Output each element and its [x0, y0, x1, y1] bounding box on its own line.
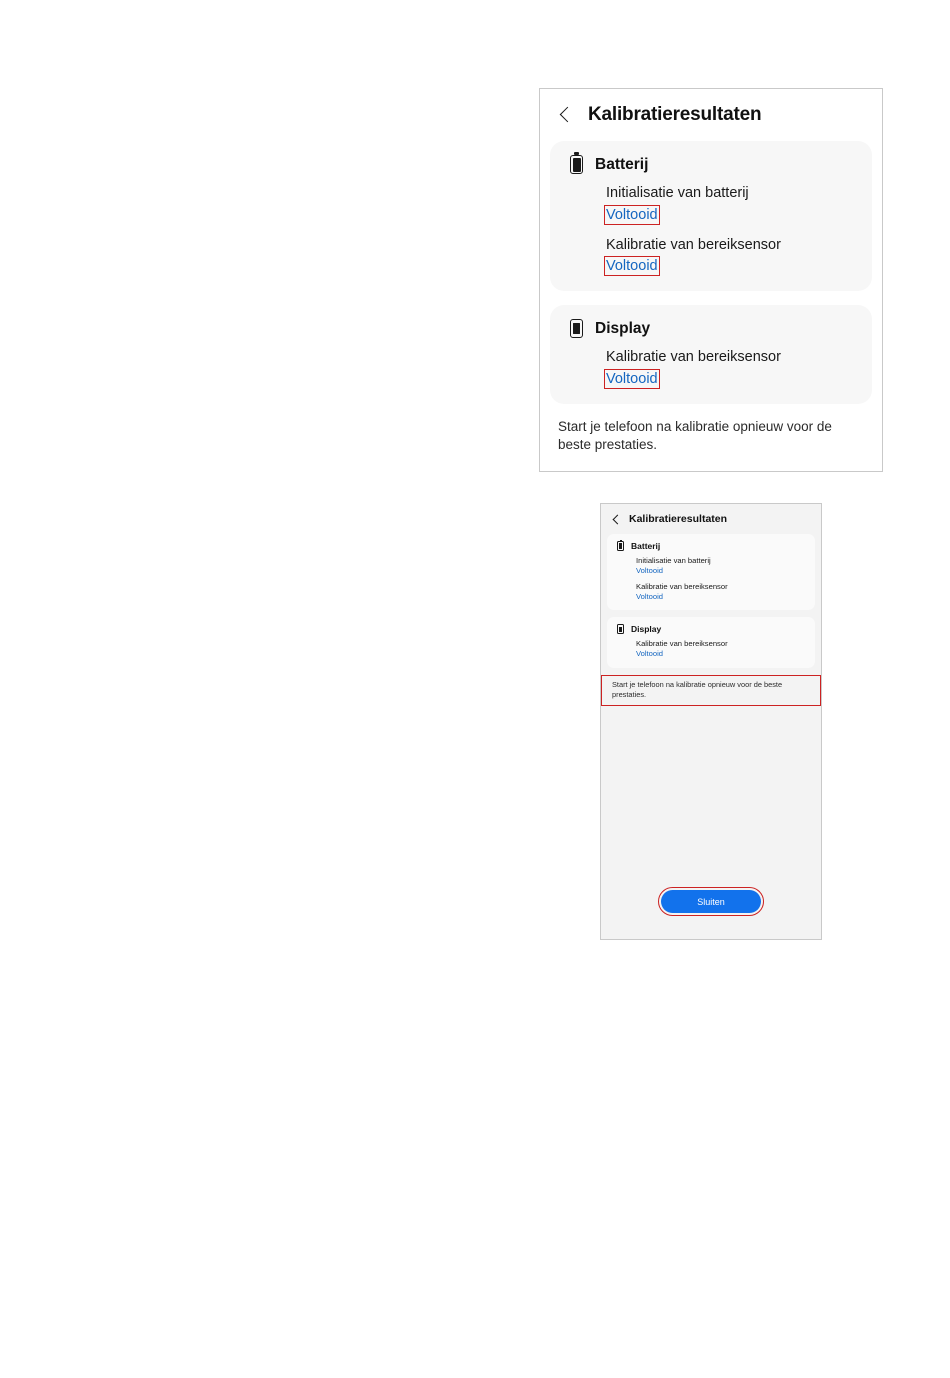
- item-label: Kalibratie van bereiksensor: [606, 349, 781, 366]
- status-badge: Voltooid: [606, 258, 658, 275]
- phone-body: [601, 534, 821, 706]
- restart-note: Start je telefoon na kalibratie opnieuw voor de beste prestaties.: [601, 675, 821, 706]
- phone-display-section-card: [607, 617, 815, 668]
- phone-display-item-range-sensor: [615, 639, 807, 659]
- back-chevron-icon[interactable]: [610, 513, 622, 525]
- item-label: Kalibratie van bereiksensor: [636, 639, 728, 649]
- battery-item-initialization: [566, 184, 856, 224]
- display-icon: [617, 624, 624, 634]
- status-badge: Voltooid: [636, 591, 664, 601]
- back-chevron-icon[interactable]: [556, 105, 576, 125]
- phone-battery-item-initialization: [615, 556, 807, 576]
- close-button[interactable]: Sluiten: [661, 890, 761, 913]
- battery-section-title: Batterij: [595, 155, 649, 173]
- restart-note: Start je telefoon na kalibratie opnieuw voor de beste prestaties.: [558, 418, 832, 452]
- phone-battery-section-title: Batterij: [631, 541, 661, 551]
- phone-screenshot: [600, 503, 822, 940]
- item-label: Kalibratie van bereiksensor: [606, 236, 781, 253]
- battery-section-header: [566, 155, 856, 174]
- battery-section-card: [550, 141, 872, 291]
- display-item-range-sensor: [566, 348, 856, 388]
- status-badge: Voltooid: [636, 649, 664, 659]
- phone-content: [601, 534, 821, 940]
- phone-header: [601, 504, 821, 534]
- detail-header: [540, 89, 882, 141]
- phone-footer: [601, 887, 821, 940]
- battery-icon: [570, 155, 583, 174]
- phone-display-section-header: [615, 624, 807, 634]
- item-label: Initialisatie van batterij: [606, 185, 749, 201]
- status-badge: Voltooid: [636, 565, 664, 575]
- phone-display-section-title: Display: [631, 624, 662, 635]
- status-badge: Voltooid: [606, 370, 658, 387]
- battery-item-range-sensor: [566, 236, 856, 276]
- battery-icon: [617, 541, 624, 551]
- display-section-title: Display: [595, 319, 651, 337]
- display-section-header: [566, 319, 856, 338]
- calibration-results-detail-panel: [539, 88, 883, 472]
- item-label: Kalibratie van bereiksensor: [636, 581, 728, 591]
- display-section-card: [550, 305, 872, 404]
- phone-battery-item-range-sensor: [615, 582, 807, 602]
- page-title: Kalibratieresultaten: [588, 104, 762, 125]
- status-badge: Voltooid: [606, 206, 658, 223]
- item-label: Initialisatie van batterij: [636, 556, 711, 565]
- close-button-highlight: [658, 887, 764, 916]
- phone-page-title: Kalibratieresultaten: [629, 513, 728, 525]
- display-icon: [570, 319, 583, 338]
- detail-body: [540, 141, 882, 454]
- phone-battery-section-header: [615, 541, 807, 551]
- phone-battery-section-card: [607, 534, 815, 610]
- phone-spacer: [601, 706, 821, 887]
